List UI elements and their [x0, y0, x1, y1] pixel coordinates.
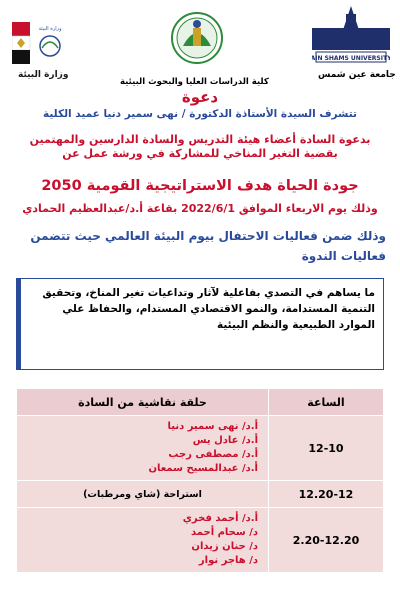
workshop-title: جودة الحياة هدف الاستراتيجية القومية 2050	[41, 178, 359, 194]
university-logo-text: AIN SHAMS UNIVERSITY	[312, 55, 390, 62]
session-time: 2.20-12.20	[269, 508, 384, 573]
ain-shams-university-logo	[312, 4, 390, 72]
break-time: 12.20-12	[269, 481, 384, 508]
invite-line-2: بقضية التغير المناخي للمشاركة في ورشة عمل عن	[62, 147, 338, 160]
context-paragraph: وذلك ضمن فعاليات الاحتفال بيوم البيئة العالمي حيث تتضمن فعاليات الندوة	[30, 229, 386, 263]
session-time: 12-10	[269, 416, 384, 481]
ministry-caption: وزارة البيئة	[18, 70, 69, 80]
date-line: وذلك يوم الاربعاء الموافق 2022/6/1 بقاعة أ.د/عبدالعظيم الحمادي	[22, 202, 378, 215]
header-ring: حلقة نقاشية من السادة	[17, 389, 269, 416]
college-of-environmental-studies-logo	[170, 6, 224, 72]
speaker-name: أ.د/ مصطفى رجب	[168, 449, 258, 460]
header-time: الساعة	[269, 389, 384, 416]
ministry-of-environment-logo	[12, 16, 68, 68]
speaker-name: د/ سحام أحمد	[191, 527, 258, 538]
speaker-name: أ.د/ عبدالمسيح سمعان	[148, 463, 258, 474]
college-caption: كلية الدراسات العليا والبحوث البيئية	[120, 77, 269, 87]
honor-line: تتشرف السيدة الأستاذة الدكتورة / نهى سمير دنيا عميد الكلية	[43, 108, 357, 120]
break-label: استراحة (شاي ومرطبات)	[17, 481, 269, 508]
table-row	[17, 508, 384, 573]
table-row	[17, 481, 384, 508]
svg-text:وزارة البيئة: وزارة البيئة	[38, 26, 62, 32]
session-speakers	[17, 508, 269, 573]
logo-bar	[0, 4, 400, 87]
schedule-header-row	[17, 389, 384, 416]
schedule-table	[16, 388, 384, 573]
speaker-name: أ.د/ نهى سمير دنيا	[167, 421, 258, 432]
speaker-name: أ.د/ أحمد فخري	[182, 513, 258, 524]
invitation-title: دعوة	[181, 88, 219, 106]
university-caption: جامعة عين شمس	[318, 70, 396, 80]
invite-line-1: بدعوة السادة أعضاء هيئة التدريس والسادة الدارسين والمهتمين	[29, 133, 371, 146]
goals-box: ما يساهم في التصدي بفاعلية لآثار وتداعيات تغير المناخ، وتحقيق التنمية المستدامة، والنمو الاقتصادي المستدام، والحفاظ علي الموارد الطبيعية والنظم البيئية	[16, 278, 384, 370]
speaker-name: د/ هاجر نوار	[198, 555, 258, 566]
speaker-name: أ.د/ عادل يس	[192, 435, 258, 446]
speaker-name: د/ حنان زيدان	[191, 541, 258, 552]
session-speakers	[17, 416, 269, 481]
table-row	[17, 416, 384, 481]
